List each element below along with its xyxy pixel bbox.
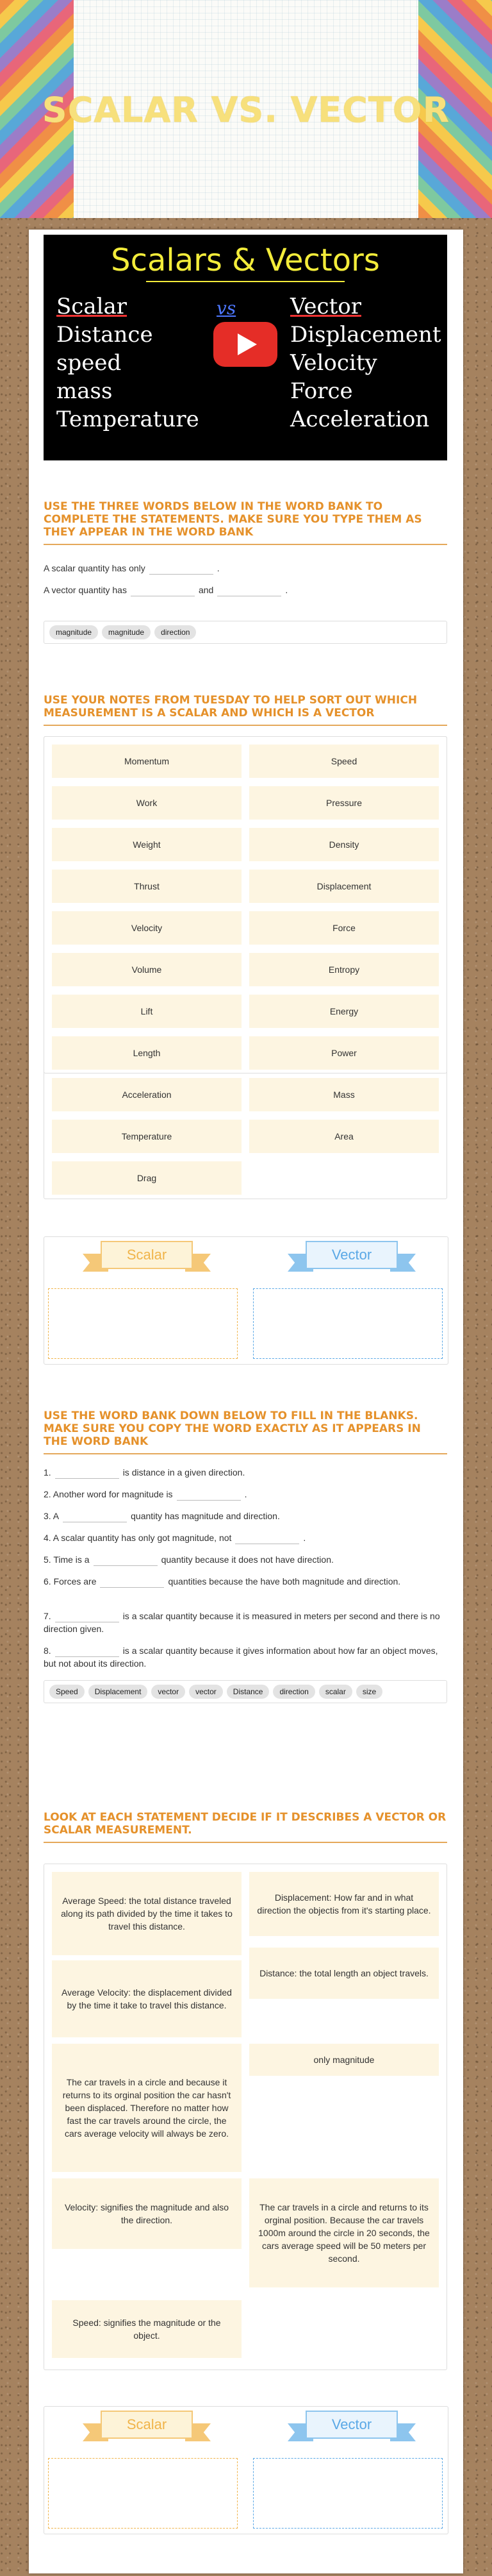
sort-item[interactable]: Drag xyxy=(52,1161,242,1195)
sort-item[interactable]: Displacement xyxy=(249,870,439,903)
blank-input[interactable] xyxy=(177,1491,241,1501)
statement-line xyxy=(44,1466,447,1479)
scalar-drop-zone[interactable] xyxy=(48,2458,238,2529)
statement-line xyxy=(44,1510,447,1522)
video-vector-item: Displacement xyxy=(290,322,441,348)
drop-zone-group xyxy=(44,2406,448,2534)
statement-line xyxy=(44,1553,447,1566)
statement-line xyxy=(44,1531,447,1544)
video-scalar-item: Temperature xyxy=(56,407,199,432)
statement-card[interactable]: Displacement: How far and in what direction the objectis from it's starting place. xyxy=(249,1872,439,1936)
statement-text: . xyxy=(217,563,220,573)
statement-text: . xyxy=(303,1533,306,1543)
video-vector-item: Force xyxy=(290,378,353,404)
blank-input[interactable] xyxy=(55,1613,119,1622)
sort-item[interactable]: Temperature xyxy=(52,1120,242,1153)
statement-text: is a scalar quantity because it is measured in meters per second and there is no direction given. xyxy=(44,1611,440,1634)
scalar-banner xyxy=(83,2411,211,2439)
video-vector-item: Acceleration xyxy=(290,407,430,432)
blank-input[interactable] xyxy=(235,1535,299,1544)
sort-item[interactable]: Force xyxy=(249,911,439,945)
sort-item[interactable]: Power xyxy=(249,1036,439,1070)
video-vector-heading: Vector xyxy=(290,294,361,319)
sort-item[interactable]: Lift xyxy=(52,995,242,1028)
sort-item[interactable]: Entropy xyxy=(249,953,439,986)
statement-card[interactable]: The car travels in a circle and returns to its orginal position. Because the car travels 1000m around the circle in 20 seconds, the cars average speed will be 50 meters per second. xyxy=(249,2178,439,2287)
sort-item[interactable]: Work xyxy=(52,786,242,820)
statement-line xyxy=(44,1575,447,1588)
word-chip[interactable]: scalar xyxy=(319,1685,352,1699)
sort-item[interactable]: Mass xyxy=(249,1078,439,1111)
scalar-label: Scalar xyxy=(101,1241,193,1269)
statement-text: quantities because the have both magnitude and direction. xyxy=(168,1576,401,1587)
statement-text: 5. Time is a xyxy=(44,1554,90,1565)
section2-title: USE YOUR NOTES FROM TUESDAY TO HELP SORT OUT WHICH MEASUREMENT IS A SCALAR AND WHICH IS A VECTOR xyxy=(44,694,447,726)
statement-card[interactable]: Average Speed: the total distance traveled along its path divided by the time it takes to travel this distance. xyxy=(52,1872,242,1955)
statement-text: 2. Another word for magnitude is xyxy=(44,1489,173,1499)
sort-item[interactable]: Density xyxy=(249,828,439,861)
video-vector-item: Velocity xyxy=(290,350,377,376)
word-chip[interactable]: Speed xyxy=(49,1685,85,1699)
sort-item[interactable]: Area xyxy=(249,1120,439,1153)
statement-text: A vector quantity has xyxy=(44,585,127,595)
sort-item[interactable]: Length xyxy=(52,1036,242,1070)
section1-title: USE THE THREE WORDS BELOW IN THE WORD BANK TO COMPLETE THE STATEMENTS. MAKE SURE YOU TYPE THEM AS THEY APPEAR IN THE WORD BANK xyxy=(44,500,447,545)
sort-item[interactable]: Acceleration xyxy=(52,1078,242,1111)
word-chip[interactable]: size xyxy=(356,1685,382,1699)
statement-cards-area xyxy=(44,1864,447,2370)
statement-text: A scalar quantity has only xyxy=(44,563,145,573)
sort-item[interactable]: Speed xyxy=(249,745,439,778)
statement-card[interactable]: Distance: the total length an object travels. xyxy=(249,1948,439,1999)
statement-text: quantity has magnitude and direction. xyxy=(131,1511,280,1521)
statement-text: . xyxy=(244,1489,247,1499)
word-bank xyxy=(44,1680,447,1703)
sort-item[interactable]: Momentum xyxy=(52,745,242,778)
sort-item[interactable]: Pressure xyxy=(249,786,439,820)
blank-input[interactable] xyxy=(55,1647,119,1657)
word-chip[interactable]: Displacement xyxy=(88,1685,148,1699)
statement-line xyxy=(44,1488,447,1501)
vector-label: Vector xyxy=(306,1241,398,1269)
statement-text: 3. A xyxy=(44,1511,60,1521)
video-scalar-item: Distance xyxy=(56,322,153,348)
statement-text: 8. xyxy=(44,1646,51,1656)
word-chip[interactable]: direction xyxy=(273,1685,315,1699)
statement-card[interactable]: Velocity: signifies the magnitude and also the direction. xyxy=(52,2178,242,2249)
statement-card[interactable]: only magnitude xyxy=(249,2044,439,2076)
statement-card[interactable]: The car travels in a circle and because it returns to its orginal position the car hasn't been displaced. Therefore no matter how fast the car travels around the circle, the cars average velocity will always be zero. xyxy=(52,2044,242,2172)
blank-input[interactable] xyxy=(63,1513,127,1522)
statement-text: . xyxy=(285,585,288,595)
video-scalar-item: speed xyxy=(56,350,122,376)
video-scalar-item: mass xyxy=(56,378,113,404)
word-chip[interactable]: magnitude xyxy=(102,625,151,639)
video-vs-label: vs xyxy=(217,298,236,319)
statement-line xyxy=(44,1610,447,1635)
word-chip[interactable]: direction xyxy=(154,625,196,639)
statement-text: quantity because it does not have direction. xyxy=(161,1554,334,1565)
statement-text: 6. Forces are xyxy=(44,1576,97,1587)
word-chip[interactable]: vector xyxy=(151,1685,185,1699)
blank-input[interactable] xyxy=(94,1556,158,1566)
page-title: SCALAR VS. VECTOR xyxy=(42,90,450,130)
video-title: Scalars & Vectors xyxy=(111,242,380,278)
statement-text: 1. xyxy=(44,1467,51,1477)
scalar-label: Scalar xyxy=(101,2411,193,2439)
statement-line xyxy=(44,1644,447,1670)
statement-text: is a scalar quantity because it gives information about how far an object moves, but not about its direction. xyxy=(44,1646,438,1669)
worksheet-lower xyxy=(29,230,463,2573)
sort-item[interactable]: Volume xyxy=(52,953,242,986)
sort-item[interactable]: Thrust xyxy=(52,870,242,903)
video-scalar-heading: Scalar xyxy=(56,294,127,319)
sort-item[interactable]: Weight xyxy=(52,828,242,861)
word-chip[interactable]: magnitude xyxy=(49,625,98,639)
vector-label: Vector xyxy=(306,2411,398,2439)
blank-input[interactable] xyxy=(100,1578,164,1588)
blank-input[interactable] xyxy=(55,1469,119,1479)
statement-text: is distance in a given direction. xyxy=(122,1467,245,1477)
statement-text: 7. xyxy=(44,1611,51,1621)
statement-text: 4. A scalar quantity has only got magnitude, not xyxy=(44,1533,232,1543)
statement-text: and xyxy=(198,585,214,595)
statement-card[interactable]: Speed: signifies the magnitude or the object. xyxy=(52,2300,242,2358)
word-chip[interactable]: Distance xyxy=(227,1685,270,1699)
sort-item[interactable]: Velocity xyxy=(52,911,242,945)
vector-drop-zone[interactable] xyxy=(253,2458,443,2529)
section3-title: USE THE WORD BANK DOWN BELOW TO FILL IN THE BLANKS. MAKE SURE YOU COPY THE WORD EXACTLY AS IT APPEARS IN THE WORD BANK xyxy=(44,1410,447,1454)
sort-item[interactable]: Energy xyxy=(249,995,439,1028)
vector-banner xyxy=(288,2411,416,2439)
header-banner xyxy=(0,0,492,218)
word-chip[interactable]: vector xyxy=(189,1685,223,1699)
statement-card[interactable]: Average Velocity: the displacement divided by the time it take to travel this distance. xyxy=(52,1960,242,2037)
section4-title: LOOK AT EACH STATEMENT DECIDE IF IT DESCRIBES A VECTOR OR SCALAR MEASUREMENT. xyxy=(44,1811,447,1843)
